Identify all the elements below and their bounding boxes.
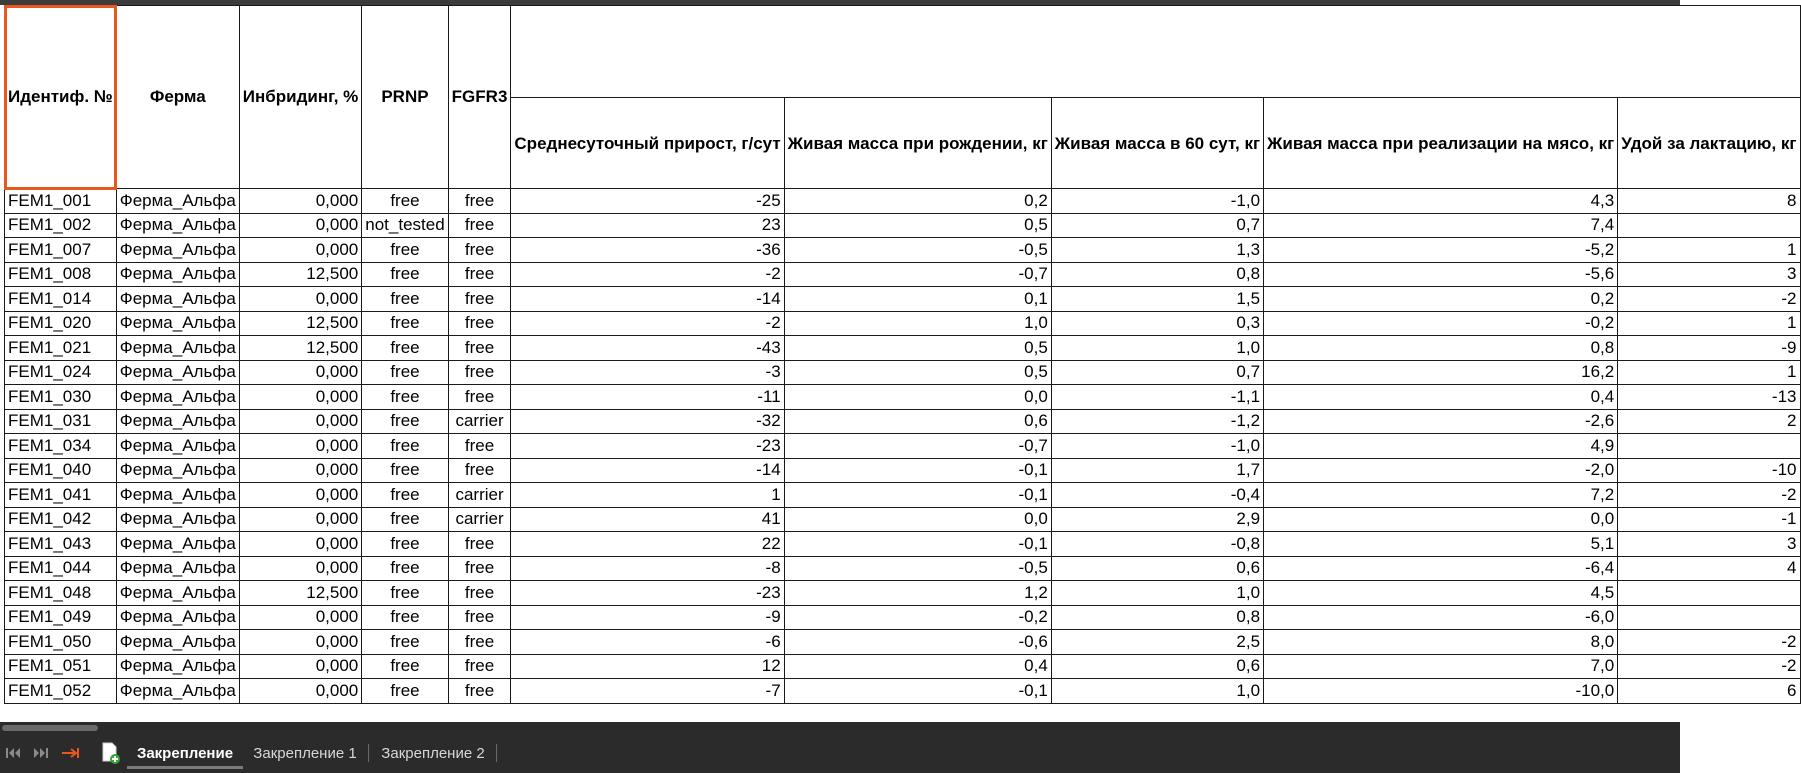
cell-adg[interactable]: -2 [511, 262, 784, 287]
cell-fgfr3[interactable]: carrier [448, 507, 511, 532]
cell-inbreeding[interactable]: 0,000 [239, 458, 361, 483]
cell-fgfr3[interactable]: free [448, 189, 511, 214]
cell-prnp[interactable]: free [362, 556, 448, 581]
cell-id[interactable]: FEM1_024 [5, 360, 117, 385]
cell-prnp[interactable]: free [362, 605, 448, 630]
cell-birth-weight[interactable]: -0,5 [784, 238, 1051, 263]
cell-milk[interactable]: 6 [1618, 679, 1800, 704]
cell-weight-60[interactable]: 1,3 [1051, 238, 1263, 263]
cell-inbreeding[interactable]: 0,000 [239, 287, 361, 312]
cell-adg[interactable]: -7 [511, 679, 784, 704]
cell-weight-60[interactable]: 0,7 [1051, 213, 1263, 238]
cell-farm[interactable]: Ферма_Альфа [116, 483, 239, 508]
cell-farm[interactable]: Ферма_Альфа [116, 213, 239, 238]
table-row [5, 238, 1801, 263]
header-id[interactable]: Идентиф. № [5, 6, 117, 189]
cell-fgfr3[interactable]: free [448, 679, 511, 704]
cell-milk[interactable]: 1 [1618, 311, 1800, 336]
cell-farm[interactable]: Ферма_Альфа [116, 287, 239, 312]
cell-milk[interactable]: 3 [1618, 532, 1800, 557]
cell-birth-weight[interactable]: -0,1 [784, 458, 1051, 483]
first-sheet-icon[interactable] [2, 743, 24, 763]
cell-id[interactable]: FEM1_050 [5, 630, 117, 655]
table-row [5, 679, 1801, 704]
cell-sale-weight[interactable]: -2,6 [1264, 409, 1618, 434]
cell-adg[interactable]: -14 [511, 287, 784, 312]
cell-id[interactable]: FEM1_048 [5, 581, 117, 606]
cell-farm[interactable]: Ферма_Альфа [116, 532, 239, 557]
cell-adg[interactable]: -14 [511, 458, 784, 483]
cell-milk[interactable]: -2 [1618, 630, 1800, 655]
table-row [5, 287, 1801, 312]
tab-zakreplenie[interactable]: Закрепление [127, 734, 243, 773]
cell-inbreeding[interactable]: 0,000 [239, 532, 361, 557]
cell-sale-weight[interactable]: 4,9 [1264, 434, 1618, 459]
table-row [5, 360, 1801, 385]
table-row [5, 483, 1801, 508]
cell-inbreeding[interactable]: 0,000 [239, 385, 361, 410]
cell-farm[interactable]: Ферма_Альфа [116, 360, 239, 385]
cell-fgfr3[interactable]: free [448, 556, 511, 581]
cell-fgfr3[interactable]: free [448, 630, 511, 655]
cell-fgfr3[interactable]: free [448, 581, 511, 606]
cell-weight-60[interactable]: 0,8 [1051, 262, 1263, 287]
table-row [5, 532, 1801, 557]
cell-id[interactable]: FEM1_044 [5, 556, 117, 581]
cell-milk[interactable]: -9 [1618, 336, 1800, 361]
cell-fgfr3[interactable]: free [448, 360, 511, 385]
cell-birth-weight[interactable]: 0,5 [784, 360, 1051, 385]
prev-sheet-icon[interactable] [30, 743, 52, 763]
tab-separator [368, 744, 369, 762]
cell-farm[interactable]: Ферма_Альфа [116, 556, 239, 581]
cell-weight-60[interactable]: 0,8 [1051, 605, 1263, 630]
cell-weight-60[interactable]: 1,0 [1051, 679, 1263, 704]
cell-farm[interactable]: Ферма_Альфа [116, 409, 239, 434]
table-row [5, 458, 1801, 483]
cell-weight-60[interactable]: 1,0 [1051, 581, 1263, 606]
cell-fgfr3[interactable]: free [448, 336, 511, 361]
cell-prnp[interactable]: free [362, 360, 448, 385]
cell-fgfr3[interactable]: free [448, 238, 511, 263]
cell-adg[interactable]: 12 [511, 654, 784, 679]
cell-weight-60[interactable]: -1,0 [1051, 434, 1263, 459]
scrollbar-thumb[interactable] [2, 725, 98, 731]
cell-prnp[interactable]: free [362, 385, 448, 410]
cell-birth-weight[interactable]: 0,0 [784, 507, 1051, 532]
cell-weight-60[interactable]: 0,3 [1051, 311, 1263, 336]
cell-inbreeding[interactable]: 0,000 [239, 507, 361, 532]
cell-adg[interactable]: 23 [511, 213, 784, 238]
cell-adg[interactable]: -43 [511, 336, 784, 361]
cell-inbreeding[interactable]: 0,000 [239, 189, 361, 214]
cell-sale-weight[interactable]: -6,4 [1264, 556, 1618, 581]
cell-id[interactable]: FEM1_051 [5, 654, 117, 679]
cell-fgfr3[interactable]: free [448, 434, 511, 459]
cell-milk[interactable]: 2 [1618, 409, 1800, 434]
cell-sale-weight[interactable]: 4,3 [1264, 189, 1618, 214]
cell-weight-60[interactable]: -1,2 [1051, 409, 1263, 434]
cell-inbreeding[interactable]: 0,000 [239, 654, 361, 679]
cell-milk[interactable]: 8 [1618, 189, 1800, 214]
table-row [5, 630, 1801, 655]
cell-birth-weight[interactable]: -0,5 [784, 556, 1051, 581]
cell-birth-weight[interactable]: -0,2 [784, 605, 1051, 630]
cell-milk[interactable] [1618, 581, 1800, 606]
cell-prnp[interactable]: free [362, 630, 448, 655]
header-adg[interactable]: Среднесуточный прирост, г/сут [511, 98, 784, 189]
cell-prnp[interactable]: free [362, 434, 448, 459]
cell-birth-weight[interactable]: 0,6 [784, 409, 1051, 434]
cell-fgfr3[interactable]: free [448, 385, 511, 410]
table-row [5, 385, 1801, 410]
cell-adg[interactable]: -32 [511, 409, 784, 434]
cell-adg[interactable]: -8 [511, 556, 784, 581]
cell-prnp[interactable]: not_tested [362, 213, 448, 238]
cell-weight-60[interactable]: 0,6 [1051, 556, 1263, 581]
cell-prnp[interactable]: free [362, 507, 448, 532]
cell-prnp[interactable]: free [362, 581, 448, 606]
table-row [5, 189, 1801, 214]
header-farm[interactable]: Ферма [116, 6, 239, 189]
cell-farm[interactable]: Ферма_Альфа [116, 630, 239, 655]
cell-adg[interactable]: -2 [511, 311, 784, 336]
cell-milk[interactable]: 1 [1618, 238, 1800, 263]
cell-adg[interactable]: -6 [511, 630, 784, 655]
cell-farm[interactable]: Ферма_Альфа [116, 189, 239, 214]
cell-farm[interactable]: Ферма_Альфа [116, 581, 239, 606]
cell-adg[interactable]: 41 [511, 507, 784, 532]
cell-id[interactable]: FEM1_040 [5, 458, 117, 483]
cell-id[interactable]: FEM1_002 [5, 213, 117, 238]
cell-weight-60[interactable]: 1,0 [1051, 336, 1263, 361]
cell-adg[interactable]: -3 [511, 360, 784, 385]
table-row [5, 605, 1801, 630]
cell-milk[interactable]: 3 [1618, 262, 1800, 287]
table-row [5, 409, 1801, 434]
cell-sale-weight[interactable]: -10,0 [1264, 679, 1618, 704]
cell-birth-weight[interactable]: -0,6 [784, 630, 1051, 655]
add-sheet-icon[interactable] [101, 741, 121, 765]
cell-farm[interactable]: Ферма_Альфа [116, 458, 239, 483]
cell-weight-60[interactable]: 1,5 [1051, 287, 1263, 312]
cell-milk[interactable]: -2 [1618, 483, 1800, 508]
cell-inbreeding[interactable]: 0,000 [239, 360, 361, 385]
cell-id[interactable]: FEM1_052 [5, 679, 117, 704]
cell-sale-weight[interactable]: 7,2 [1264, 483, 1618, 508]
cell-prnp[interactable]: free [362, 189, 448, 214]
cell-farm[interactable]: Ферма_Альфа [116, 238, 239, 263]
cell-farm[interactable]: Ферма_Альфа [116, 654, 239, 679]
cell-id[interactable]: FEM1_014 [5, 287, 117, 312]
cell-inbreeding[interactable]: 0,000 [239, 483, 361, 508]
cell-weight-60[interactable]: 0,6 [1051, 654, 1263, 679]
header-inbreeding[interactable]: Инбридинг, % [239, 6, 361, 189]
cell-birth-weight[interactable]: 0,2 [784, 189, 1051, 214]
sheet-tab-bar [0, 734, 1680, 773]
cell-adg[interactable]: -11 [511, 385, 784, 410]
cell-birth-weight[interactable]: -0,1 [784, 532, 1051, 557]
cell-farm[interactable]: Ферма_Альфа [116, 262, 239, 287]
cell-birth-weight[interactable]: 0,5 [784, 336, 1051, 361]
table-row [5, 556, 1801, 581]
cell-farm[interactable]: Ферма_Альфа [116, 385, 239, 410]
cell-weight-60[interactable]: -1,1 [1051, 385, 1263, 410]
cell-weight-60[interactable]: -0,4 [1051, 483, 1263, 508]
header-weight-60[interactable]: Живая масса в 60 сут, кг [1051, 98, 1263, 189]
cell-farm[interactable]: Ферма_Альфа [116, 507, 239, 532]
cell-birth-weight[interactable]: 0,1 [784, 287, 1051, 312]
table-row [5, 213, 1801, 238]
cell-farm[interactable]: Ферма_Альфа [116, 605, 239, 630]
cell-prnp[interactable]: free [362, 532, 448, 557]
cell-prnp[interactable]: free [362, 238, 448, 263]
cell-inbreeding[interactable]: 12,500 [239, 311, 361, 336]
cell-sale-weight[interactable]: 0,8 [1264, 336, 1618, 361]
cell-id[interactable]: FEM1_020 [5, 311, 117, 336]
tab-zakreplenie-1[interactable]: Закрепление 1 [253, 745, 357, 762]
cell-prnp[interactable]: free [362, 458, 448, 483]
cell-farm[interactable]: Ферма_Альфа [116, 679, 239, 704]
cell-sale-weight[interactable]: -2,0 [1264, 458, 1618, 483]
cell-adg[interactable]: -9 [511, 605, 784, 630]
cell-weight-60[interactable]: 2,9 [1051, 507, 1263, 532]
header-fgfr3[interactable]: FGFR3 [448, 6, 511, 189]
cell-fgfr3[interactable]: free [448, 605, 511, 630]
cell-milk[interactable]: -2 [1618, 287, 1800, 312]
last-sheet-icon[interactable] [60, 743, 82, 763]
cell-milk[interactable]: -2 [1618, 654, 1800, 679]
cell-sale-weight[interactable]: 8,0 [1264, 630, 1618, 655]
cell-birth-weight[interactable]: 0,5 [784, 213, 1051, 238]
cell-sale-weight[interactable]: 7,0 [1264, 654, 1618, 679]
cell-fgfr3[interactable]: free [448, 311, 511, 336]
cell-birth-weight[interactable]: 0,4 [784, 654, 1051, 679]
cell-inbreeding[interactable]: 0,000 [239, 679, 361, 704]
cell-birth-weight[interactable]: 1,0 [784, 311, 1051, 336]
cell-id[interactable]: FEM1_021 [5, 336, 117, 361]
cell-milk[interactable] [1618, 434, 1800, 459]
cell-inbreeding[interactable]: 0,000 [239, 630, 361, 655]
cell-adg[interactable]: -23 [511, 434, 784, 459]
cell-inbreeding[interactable]: 0,000 [239, 409, 361, 434]
cell-sale-weight[interactable]: -5,2 [1264, 238, 1618, 263]
cell-birth-weight[interactable]: -0,1 [784, 679, 1051, 704]
cell-weight-60[interactable]: 2,5 [1051, 630, 1263, 655]
cell-milk[interactable] [1618, 605, 1800, 630]
cell-prnp[interactable]: free [362, 483, 448, 508]
cell-fgfr3[interactable]: free [448, 287, 511, 312]
cell-inbreeding[interactable]: 0,000 [239, 434, 361, 459]
data-table [4, 5, 1801, 704]
tab-zakreplenie-2[interactable]: Закрепление 2 [381, 745, 485, 762]
cell-inbreeding[interactable]: 12,500 [239, 336, 361, 361]
cell-milk[interactable] [1618, 213, 1800, 238]
cell-weight-60[interactable]: 0,7 [1051, 360, 1263, 385]
cell-prnp[interactable]: free [362, 336, 448, 361]
header-group-blank[interactable] [511, 6, 1800, 98]
cell-sale-weight[interactable]: 7,4 [1264, 213, 1618, 238]
cell-milk[interactable]: 1 [1618, 360, 1800, 385]
cell-milk[interactable]: -10 [1618, 458, 1800, 483]
cell-weight-60[interactable]: -1,0 [1051, 189, 1263, 214]
table-row [5, 507, 1801, 532]
cell-birth-weight[interactable]: 0,0 [784, 385, 1051, 410]
cell-fgfr3[interactable]: carrier [448, 409, 511, 434]
tab-separator [496, 744, 497, 762]
cell-adg[interactable]: -25 [511, 189, 784, 214]
cell-adg[interactable]: -23 [511, 581, 784, 606]
cell-fgfr3[interactable]: free [448, 458, 511, 483]
cell-fgfr3[interactable]: carrier [448, 483, 511, 508]
cell-fgfr3[interactable]: free [448, 654, 511, 679]
cell-inbreeding[interactable]: 12,500 [239, 581, 361, 606]
cell-sale-weight[interactable]: -0,2 [1264, 311, 1618, 336]
cell-birth-weight[interactable]: 1,2 [784, 581, 1051, 606]
cell-id[interactable]: FEM1_007 [5, 238, 117, 263]
cell-milk[interactable]: 4 [1618, 556, 1800, 581]
cell-prnp[interactable]: free [362, 654, 448, 679]
header-milk[interactable]: Удой за лактацию, кг [1618, 98, 1800, 189]
cell-prnp[interactable]: free [362, 287, 448, 312]
table-row [5, 654, 1801, 679]
cell-inbreeding[interactable]: 0,000 [239, 213, 361, 238]
cell-id[interactable]: FEM1_049 [5, 605, 117, 630]
cell-birth-weight[interactable]: -0,1 [784, 483, 1051, 508]
cell-fgfr3[interactable]: free [448, 532, 511, 557]
cell-adg[interactable]: -36 [511, 238, 784, 263]
cell-inbreeding[interactable]: 0,000 [239, 238, 361, 263]
cell-id[interactable]: FEM1_042 [5, 507, 117, 532]
table-row [5, 581, 1801, 606]
cell-id[interactable]: FEM1_030 [5, 385, 117, 410]
cell-id[interactable]: FEM1_008 [5, 262, 117, 287]
cell-sale-weight[interactable]: 4,5 [1264, 581, 1618, 606]
cell-prnp[interactable]: free [362, 311, 448, 336]
cell-adg[interactable]: 1 [511, 483, 784, 508]
cell-adg[interactable]: 22 [511, 532, 784, 557]
horizontal-scrollbar[interactable] [0, 722, 1680, 734]
cell-fgfr3[interactable]: free [448, 262, 511, 287]
cell-milk[interactable]: -1 [1618, 507, 1800, 532]
cell-sale-weight[interactable]: 0,4 [1264, 385, 1618, 410]
cell-prnp[interactable]: free [362, 262, 448, 287]
cell-inbreeding[interactable]: 0,000 [239, 605, 361, 630]
cell-sale-weight[interactable]: 0,0 [1264, 507, 1618, 532]
cell-birth-weight[interactable]: -0,7 [784, 434, 1051, 459]
table-row [5, 311, 1801, 336]
cell-birth-weight[interactable]: -0,7 [784, 262, 1051, 287]
table-row [5, 336, 1801, 361]
cell-weight-60[interactable]: -0,8 [1051, 532, 1263, 557]
header-sale-weight[interactable]: Живая масса при реализации на мясо, кг [1264, 98, 1618, 189]
cell-fgfr3[interactable]: free [448, 213, 511, 238]
cell-id[interactable]: FEM1_031 [5, 409, 117, 434]
cell-sale-weight[interactable]: 0,2 [1264, 287, 1618, 312]
cell-sale-weight[interactable]: 5,1 [1264, 532, 1618, 557]
cell-prnp[interactable]: free [362, 409, 448, 434]
cell-sale-weight[interactable]: 16,2 [1264, 360, 1618, 385]
cell-id[interactable]: FEM1_001 [5, 189, 117, 214]
header-birth-weight[interactable]: Живая масса при рождении, кг [784, 98, 1051, 189]
cell-milk[interactable]: -13 [1618, 385, 1800, 410]
header-prnp[interactable]: PRNP [362, 6, 448, 189]
cell-id[interactable]: FEM1_041 [5, 483, 117, 508]
cell-weight-60[interactable]: 1,7 [1051, 458, 1263, 483]
table-row [5, 434, 1801, 459]
cell-id[interactable]: FEM1_043 [5, 532, 117, 557]
cell-farm[interactable]: Ферма_Альфа [116, 336, 239, 361]
cell-sale-weight[interactable]: -5,6 [1264, 262, 1618, 287]
cell-inbreeding[interactable]: 0,000 [239, 556, 361, 581]
cell-farm[interactable]: Ферма_Альфа [116, 311, 239, 336]
table-row [5, 262, 1801, 287]
cell-inbreeding[interactable]: 12,500 [239, 262, 361, 287]
cell-id[interactable]: FEM1_034 [5, 434, 117, 459]
cell-farm[interactable]: Ферма_Альфа [116, 434, 239, 459]
cell-sale-weight[interactable]: -6,0 [1264, 605, 1618, 630]
cell-prnp[interactable]: free [362, 679, 448, 704]
